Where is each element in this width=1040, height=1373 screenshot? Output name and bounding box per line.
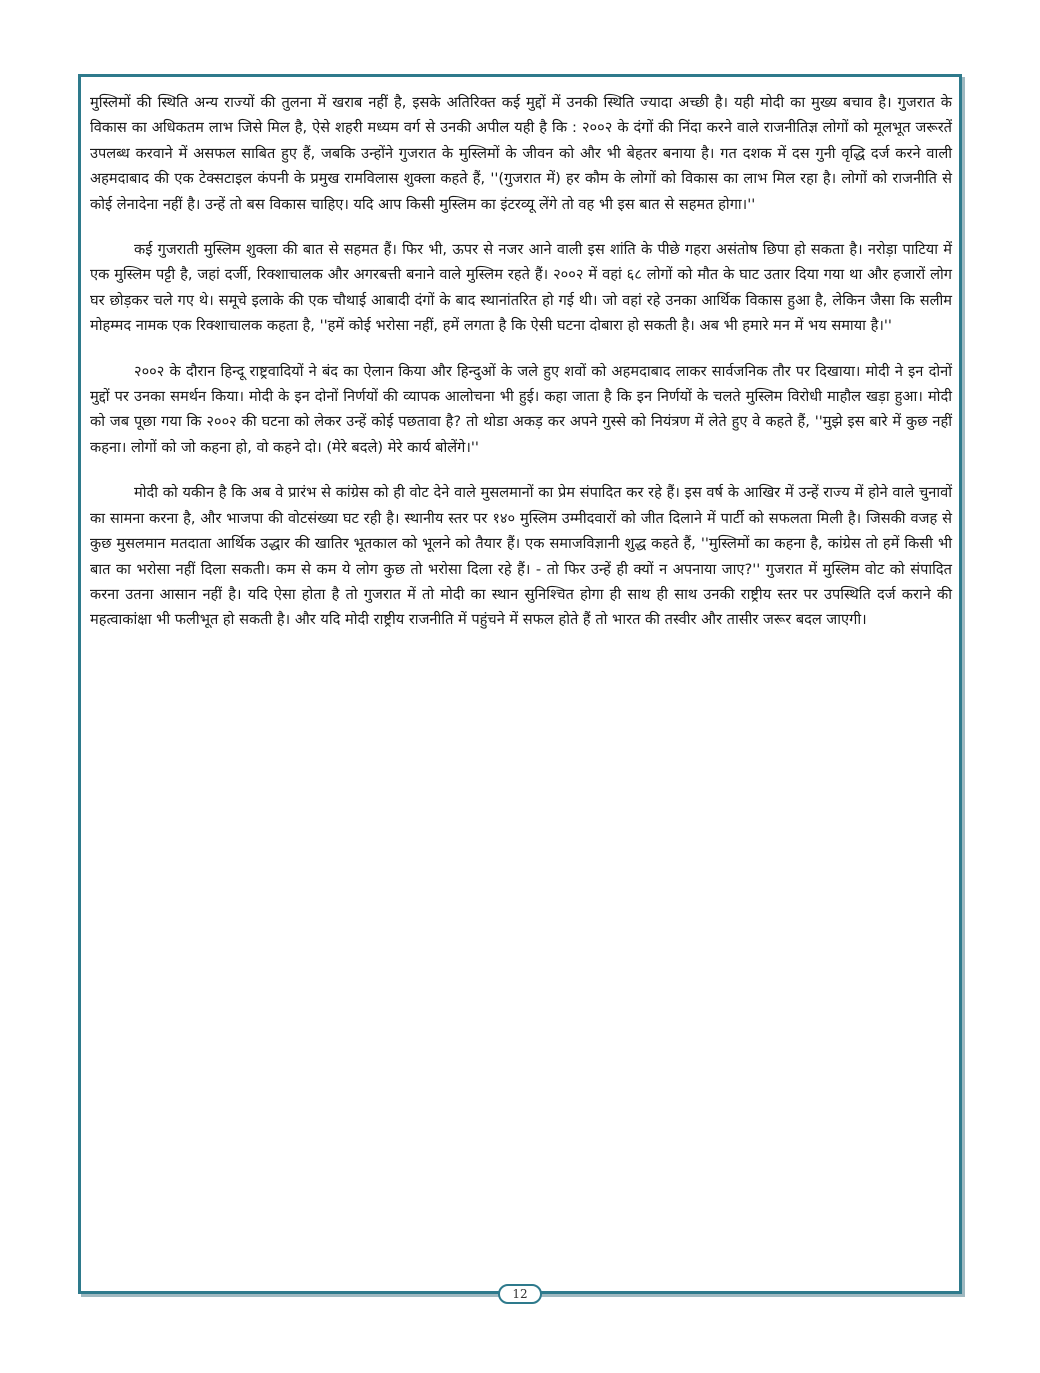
paragraph-2: कई गुजराती मुस्लिम शुक्ला की बात से सहमत हैं। फिर भी, ऊपर से नजर आने वाली इस शांति के पीछे गहरा असंतोष छिपा हो सकता है। नरोड़ा पाटिया में एक मुस्लिम पट्टी है, जहां दर्जी, रिक्शाचालक और अगरबत्ती बनाने वाले मुस्लिम रहते हैं। २००२ में वहां ६८ लोगों को मौत के घाट उतार दिया गया था और हजारों लोग घर छोड़कर चले गए थे। समूचे इलाके की एक चौथाई आबादी दंगों के बाद स्थानांतरित हो गई थी। जो वहां रहे उनका आर्थिक विकास हुआ है, लेकिन जैसा कि सलीम मोहम्मद नामक एक रिक्शाचालक कहता है, ''हमें कोई भरोसा नहीं, हमें लगता है कि ऐसी घटना दोबारा हो सकती है। अब भी हमारे मन में भय समाया है।''	[90, 241, 952, 335]
article-body	[90, 90, 952, 653]
paragraph-1: मुस्लिमों की स्थिति अन्य राज्यों की तुलना में खराब नहीं है, इसके अतिरिक्त कई मुद्दों में उनकी स्थिति ज्यादा अच्छी है। यही मोदी का मुख्य बचाव है। गुजरात के विकास का अधिकतम लाभ जिसे मिल है, ऐसे शहरी मध्यम वर्ग से उनकी अपील यही है कि : २००२ के दंगों की निंदा करने वाले राजनीतिज्ञ लोगों को मूलभूत जरूरतें उपलब्ध करवाने में असफल साबित हुए हैं, जबकि उन्होंने गुजरात के मुस्लिमों के जीवन को और भी बेहतर बनाया है। गत दशक में दस गुनी वृद्धि दर्ज करने वाली अहमदाबाद की एक टेक्सटाइल कंपनी के प्रमुख रामविलास शुक्ला कहते हैं, ''(गुजरात में) हर कौम के लोगों को विकास का लाभ मिल रहा है। लोगों को राजनीति से कोई लेनादेना नहीं है। उन्हें तो बस विकास चाहिए। यदि आप किसी मुस्लिम का इंटरव्यू लेंगे तो वह भी इस बात से सहमत होगा।''	[90, 94, 952, 213]
paragraph-4: मोदी को यकीन है कि अब वे प्रारंभ से कांग्रेस को ही वोट देने वाले मुसलमानों का प्रेम संपादित कर रहे हैं। इस वर्ष के आखिर में उन्हें राज्य में होने वाले चुनावों का सामना करना है, और भाजपा की वोटसंख्या घट रही है। स्थानीय स्तर पर १४० मुस्लिम उम्मीदवारों को जीत दिलाने में पार्टी को सफलता मिली है। जिसकी वजह से कुछ मुसलमान मतदाता आर्थिक उद्धार की खातिर भूतकाल को भूलने को तैयार हैं। एक समाजविज्ञानी शुद्ध कहते हैं, ''मुस्लिमों का कहना है, कांग्रेस तो हमें किसी भी बात का भरोसा नहीं दिला सकती। कम से कम ये लोग कुछ तो भरोसा दिला रहे हैं। - तो फिर उन्हें ही क्यों न अपनाया जाए?'' गुजरात में मुस्लिम वोट को संपादित करना उतना आसान नहीं है। यदि ऐसा होता है तो गुजरात में तो मोदी का स्थान सुनिश्चित होगा ही साथ ही साथ उनकी राष्ट्रीय स्तर पर उपस्थिति दर्ज कराने की महत्वाकांक्षा भी फलीभूत हो सकती है। और यदि मोदी राष्ट्रीय राजनीति में पहुंचने में सफल होते हैं तो भारत की तस्वीर और तासीर जरूर बदल जाएगी।	[90, 484, 953, 629]
paragraph-3: २००२ के दौरान हिन्दू राष्ट्रवादियों ने बंद का ऐलान किया और हिन्दुओं के जले हुए शवों को अहमदाबाद लाकर सार्वजनिक तौर पर दिखाया। मोदी ने इन दोनों मुद्दों पर उनका समर्थन किया। मोदी के इन दोनों निर्णयों की व्यापक आलोचना भी हुई। कहा जाता है कि इन निर्णयों के चलते मुस्लिम विरोधी माहौल खड़ा हुआ। मोदी को जब पूछा गया कि २००२ की घटना को लेकर उन्हें कोई पछतावा है? तो थोडा अकड़ कर अपने गुस्से को नियंत्रण में लेते हुए वे कहते हैं, ''मुझे इस बारे में कुछ नहीं कहना। लोगों को जो कहना हो, वो कहने दो। (मेरे बदले) मेरे कार्य बोलेंगे।''	[90, 362, 952, 456]
page-number: 12	[498, 1284, 542, 1304]
